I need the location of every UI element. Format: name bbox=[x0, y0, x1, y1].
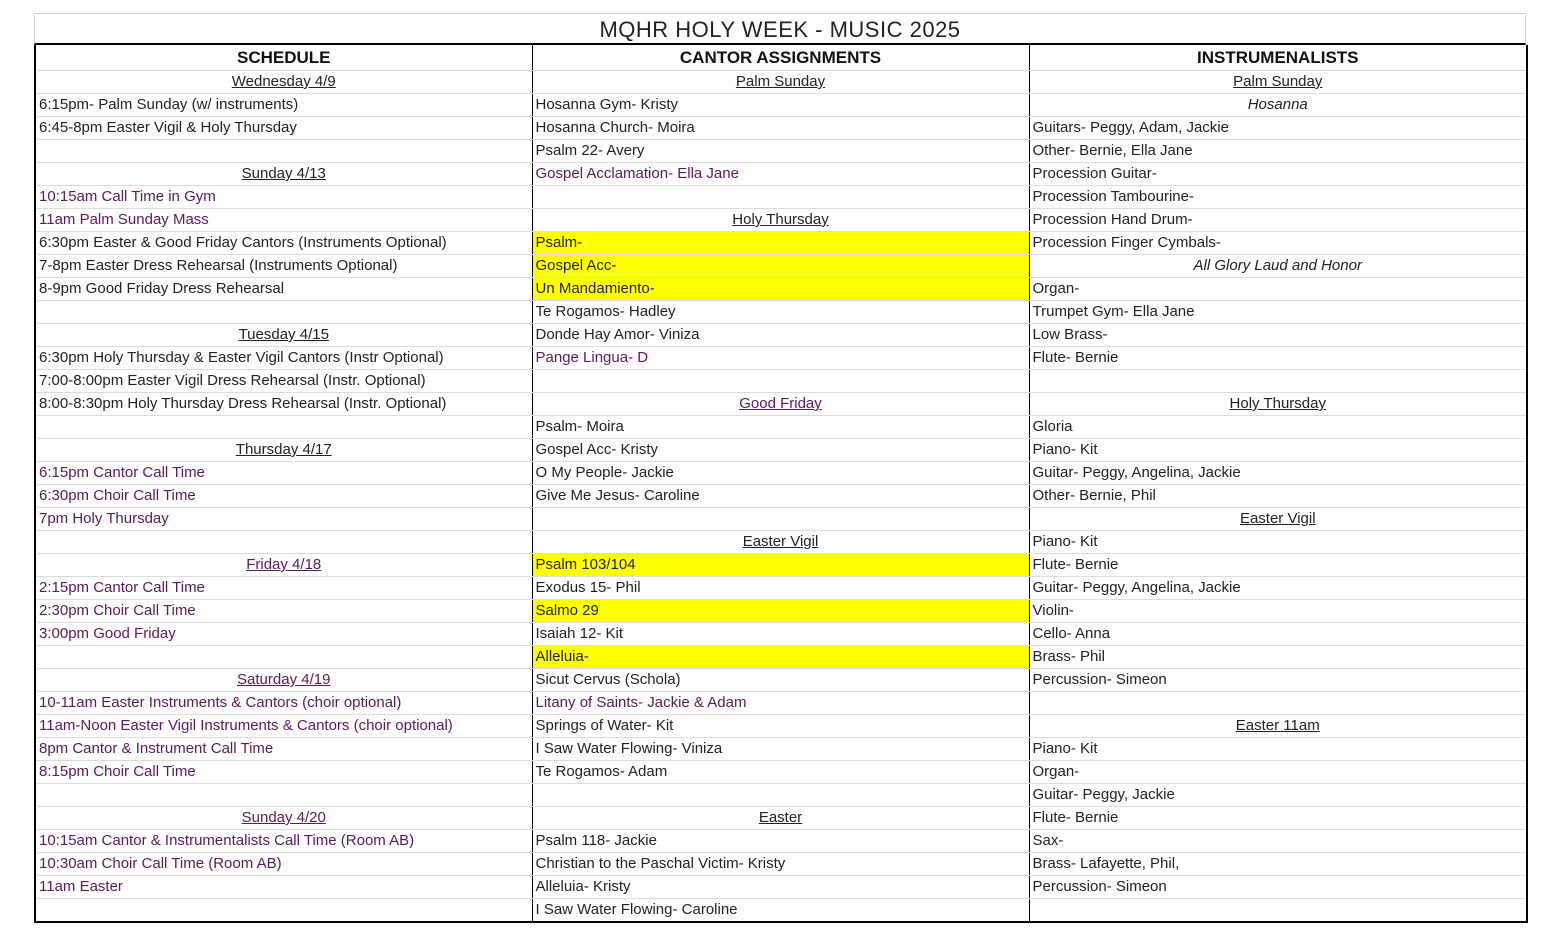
table-row bbox=[35, 600, 1527, 623]
schedule-cell: 6:30pm Easter & Good Friday Cantors (Instruments Optional) bbox=[35, 232, 532, 255]
table-row bbox=[35, 623, 1527, 646]
instrumentalist-cell: Piano- Kit bbox=[1029, 738, 1527, 761]
cantor-cell: Psalm 118- Jackie bbox=[532, 830, 1029, 853]
table-row bbox=[35, 301, 1527, 324]
cantor-cell: Psalm- bbox=[532, 232, 1029, 255]
table-row bbox=[35, 784, 1527, 807]
sheet-title: MQHR HOLY WEEK - MUSIC 2025 bbox=[34, 13, 1526, 45]
table-body bbox=[35, 71, 1527, 923]
schedule-cell: 10:30am Choir Call Time (Room AB) bbox=[35, 853, 532, 876]
cantor-cell: Exodus 15- Phil bbox=[532, 577, 1029, 600]
instrumentalist-cell: Gloria bbox=[1029, 416, 1527, 439]
cantor-cell: Isaiah 12- Kit bbox=[532, 623, 1029, 646]
cantor-cell: Alleluia- bbox=[532, 646, 1029, 669]
cantor-cell: Gospel Acclamation- Ella Jane bbox=[532, 163, 1029, 186]
cantor-cell: I Saw Water Flowing- Viniza bbox=[532, 738, 1029, 761]
schedule-cell: 10:15am Call Time in Gym bbox=[35, 186, 532, 209]
cantor-cell: Un Mandamiento- bbox=[532, 278, 1029, 301]
cantor-cell: Holy Thursday bbox=[532, 209, 1029, 232]
table-row bbox=[35, 508, 1527, 531]
instrumentalist-cell: All Glory Laud and Honor bbox=[1029, 255, 1527, 278]
instrumentalist-cell: Organ- bbox=[1029, 761, 1527, 784]
instrumentalist-cell: Procession Tambourine- bbox=[1029, 186, 1527, 209]
instrumentalist-cell: Percussion- Simeon bbox=[1029, 876, 1527, 899]
cantor-cell: Easter bbox=[532, 807, 1029, 830]
instrumentalist-cell: Guitar- Peggy, Angelina, Jackie bbox=[1029, 462, 1527, 485]
table-row bbox=[35, 554, 1527, 577]
header-row bbox=[35, 45, 1527, 71]
schedule-cell: 8pm Cantor & Instrument Call Time bbox=[35, 738, 532, 761]
schedule-cell: 10-11am Easter Instruments & Cantors (choir optional) bbox=[35, 692, 532, 715]
table-row bbox=[35, 462, 1527, 485]
instrumentalist-cell: Procession Guitar- bbox=[1029, 163, 1527, 186]
instrumentalist-cell: Holy Thursday bbox=[1029, 393, 1527, 416]
schedule-cell: 6:45-8pm Easter Vigil & Holy Thursday bbox=[35, 117, 532, 140]
cantor-cell: Give Me Jesus- Caroline bbox=[532, 485, 1029, 508]
table-row bbox=[35, 94, 1527, 117]
table-row bbox=[35, 738, 1527, 761]
table-row bbox=[35, 163, 1527, 186]
schedule-cell bbox=[35, 301, 532, 324]
instrumentalist-cell: Organ- bbox=[1029, 278, 1527, 301]
table-row bbox=[35, 807, 1527, 830]
cantor-cell: Te Rogamos- Adam bbox=[532, 761, 1029, 784]
cantor-cell: Good Friday bbox=[532, 393, 1029, 416]
schedule-cell: 6:15pm Cantor Call Time bbox=[35, 462, 532, 485]
cantor-cell: Gospel Acc- bbox=[532, 255, 1029, 278]
instrumentalist-cell: Flute- Bernie bbox=[1029, 554, 1527, 577]
cantor-cell: Gospel Acc- Kristy bbox=[532, 439, 1029, 462]
schedule-cell: 11am Palm Sunday Mass bbox=[35, 209, 532, 232]
instrumentalist-cell: Guitars- Peggy, Adam, Jackie bbox=[1029, 117, 1527, 140]
table-row bbox=[35, 899, 1527, 923]
schedule-cell: 8-9pm Good Friday Dress Rehearsal bbox=[35, 278, 532, 301]
table-row bbox=[35, 692, 1527, 715]
cantor-cell bbox=[532, 186, 1029, 209]
cantor-cell: Palm Sunday bbox=[532, 71, 1029, 94]
table-row bbox=[35, 531, 1527, 554]
schedule-cell: 10:15am Cantor & Instrumentalists Call Time (Room AB) bbox=[35, 830, 532, 853]
cantor-cell: Alleluia- Kristy bbox=[532, 876, 1029, 899]
instrumentalist-cell bbox=[1029, 370, 1527, 393]
schedule-cell bbox=[35, 140, 532, 163]
instrumentalist-cell: Guitar- Peggy, Jackie bbox=[1029, 784, 1527, 807]
table-row bbox=[35, 255, 1527, 278]
schedule-cell bbox=[35, 899, 532, 923]
header-instrumentalists: INSTRUMENALISTS bbox=[1029, 45, 1527, 71]
instrumentalist-cell: Flute- Bernie bbox=[1029, 807, 1527, 830]
instrumentalist-cell: Other- Bernie, Ella Jane bbox=[1029, 140, 1527, 163]
table-row bbox=[35, 439, 1527, 462]
instrumentalist-cell: Guitar- Peggy, Angelina, Jackie bbox=[1029, 577, 1527, 600]
table-row bbox=[35, 117, 1527, 140]
instrumentalist-cell: Procession Hand Drum- bbox=[1029, 209, 1527, 232]
schedule-cell: Sunday 4/20 bbox=[35, 807, 532, 830]
cantor-cell: I Saw Water Flowing- Caroline bbox=[532, 899, 1029, 923]
table-row bbox=[35, 416, 1527, 439]
schedule-cell: 3:00pm Good Friday bbox=[35, 623, 532, 646]
instrumentalist-cell: Sax- bbox=[1029, 830, 1527, 853]
schedule-cell: Wednesday 4/9 bbox=[35, 71, 532, 94]
cantor-cell: Psalm 22- Avery bbox=[532, 140, 1029, 163]
cantor-cell: O My People- Jackie bbox=[532, 462, 1029, 485]
instrumentalist-cell: Piano- Kit bbox=[1029, 439, 1527, 462]
table-row bbox=[35, 876, 1527, 899]
schedule-cell bbox=[35, 784, 532, 807]
instrumentalist-cell: Percussion- Simeon bbox=[1029, 669, 1527, 692]
schedule-cell: Saturday 4/19 bbox=[35, 669, 532, 692]
cantor-cell: Psalm 103/104 bbox=[532, 554, 1029, 577]
schedule-cell: 6:30pm Holy Thursday & Easter Vigil Cantors (Instr Optional) bbox=[35, 347, 532, 370]
table-row bbox=[35, 324, 1527, 347]
cantor-cell bbox=[532, 508, 1029, 531]
instrumentalist-cell: Brass- Lafayette, Phil, bbox=[1029, 853, 1527, 876]
cantor-cell: Springs of Water- Kit bbox=[532, 715, 1029, 738]
cantor-cell: Psalm- Moira bbox=[532, 416, 1029, 439]
schedule-cell: Sunday 4/13 bbox=[35, 163, 532, 186]
table-row bbox=[35, 761, 1527, 784]
schedule-cell: 8:15pm Choir Call Time bbox=[35, 761, 532, 784]
instrumentalist-cell: Piano- Kit bbox=[1029, 531, 1527, 554]
schedule-cell: 7:00-8:00pm Easter Vigil Dress Rehearsal (Instr. Optional) bbox=[35, 370, 532, 393]
cantor-cell: Easter Vigil bbox=[532, 531, 1029, 554]
cantor-cell: Donde Hay Amor- Viniza bbox=[532, 324, 1029, 347]
instrumentalist-cell: Procession Finger Cymbals- bbox=[1029, 232, 1527, 255]
schedule-table bbox=[34, 45, 1528, 923]
schedule-cell: Tuesday 4/15 bbox=[35, 324, 532, 347]
instrumentalist-cell: Low Brass- bbox=[1029, 324, 1527, 347]
table-row bbox=[35, 370, 1527, 393]
table-row bbox=[35, 209, 1527, 232]
instrumentalist-cell: Cello- Anna bbox=[1029, 623, 1527, 646]
schedule-cell: 11am Easter bbox=[35, 876, 532, 899]
cantor-cell: Salmo 29 bbox=[532, 600, 1029, 623]
table-row bbox=[35, 232, 1527, 255]
schedule-cell: 2:15pm Cantor Call Time bbox=[35, 577, 532, 600]
schedule-cell: 6:30pm Choir Call Time bbox=[35, 485, 532, 508]
table-row bbox=[35, 830, 1527, 853]
schedule-cell: 11am-Noon Easter Vigil Instruments & Cantors (choir optional) bbox=[35, 715, 532, 738]
schedule-cell: 6:15pm- Palm Sunday (w/ instruments) bbox=[35, 94, 532, 117]
schedule-cell: 2:30pm Choir Call Time bbox=[35, 600, 532, 623]
schedule-cell: 8:00-8:30pm Holy Thursday Dress Rehearsal (Instr. Optional) bbox=[35, 393, 532, 416]
cantor-cell: Litany of Saints- Jackie & Adam bbox=[532, 692, 1029, 715]
schedule-cell: Thursday 4/17 bbox=[35, 439, 532, 462]
instrumentalist-cell: Easter 11am bbox=[1029, 715, 1527, 738]
instrumentalist-cell bbox=[1029, 692, 1527, 715]
instrumentalist-cell bbox=[1029, 899, 1527, 923]
table-row bbox=[35, 485, 1527, 508]
schedule-cell: 7-8pm Easter Dress Rehearsal (Instruments Optional) bbox=[35, 255, 532, 278]
cantor-cell: Hosanna Church- Moira bbox=[532, 117, 1029, 140]
table-row bbox=[35, 71, 1527, 94]
instrumentalist-cell: Other- Bernie, Phil bbox=[1029, 485, 1527, 508]
instrumentalist-cell: Trumpet Gym- Ella Jane bbox=[1029, 301, 1527, 324]
table-row bbox=[35, 347, 1527, 370]
table-row bbox=[35, 715, 1527, 738]
cantor-cell: Pange Lingua- D bbox=[532, 347, 1029, 370]
schedule-cell bbox=[35, 531, 532, 554]
schedule-cell: Friday 4/18 bbox=[35, 554, 532, 577]
table-row bbox=[35, 853, 1527, 876]
instrumentalist-cell: Easter Vigil bbox=[1029, 508, 1527, 531]
table-row bbox=[35, 278, 1527, 301]
cantor-cell: Sicut Cervus (Schola) bbox=[532, 669, 1029, 692]
instrumentalist-cell: Palm Sunday bbox=[1029, 71, 1527, 94]
cantor-cell bbox=[532, 784, 1029, 807]
instrumentalist-cell: Violin- bbox=[1029, 600, 1527, 623]
table-row bbox=[35, 577, 1527, 600]
header-cantor-assignments: CANTOR ASSIGNMENTS bbox=[532, 45, 1029, 71]
table-row bbox=[35, 186, 1527, 209]
schedule-sheet bbox=[34, 13, 1526, 923]
table-row bbox=[35, 140, 1527, 163]
schedule-cell: 7pm Holy Thursday bbox=[35, 508, 532, 531]
cantor-cell: Christian to the Paschal Victim- Kristy bbox=[532, 853, 1029, 876]
header-schedule: SCHEDULE bbox=[35, 45, 532, 71]
instrumentalist-cell: Brass- Phil bbox=[1029, 646, 1527, 669]
table-row bbox=[35, 646, 1527, 669]
table-row bbox=[35, 393, 1527, 416]
cantor-cell: Hosanna Gym- Kristy bbox=[532, 94, 1029, 117]
cantor-cell: Te Rogamos- Hadley bbox=[532, 301, 1029, 324]
table-row bbox=[35, 669, 1527, 692]
schedule-cell bbox=[35, 416, 532, 439]
schedule-cell bbox=[35, 646, 532, 669]
instrumentalist-cell: Hosanna bbox=[1029, 94, 1527, 117]
instrumentalist-cell: Flute- Bernie bbox=[1029, 347, 1527, 370]
cantor-cell bbox=[532, 370, 1029, 393]
